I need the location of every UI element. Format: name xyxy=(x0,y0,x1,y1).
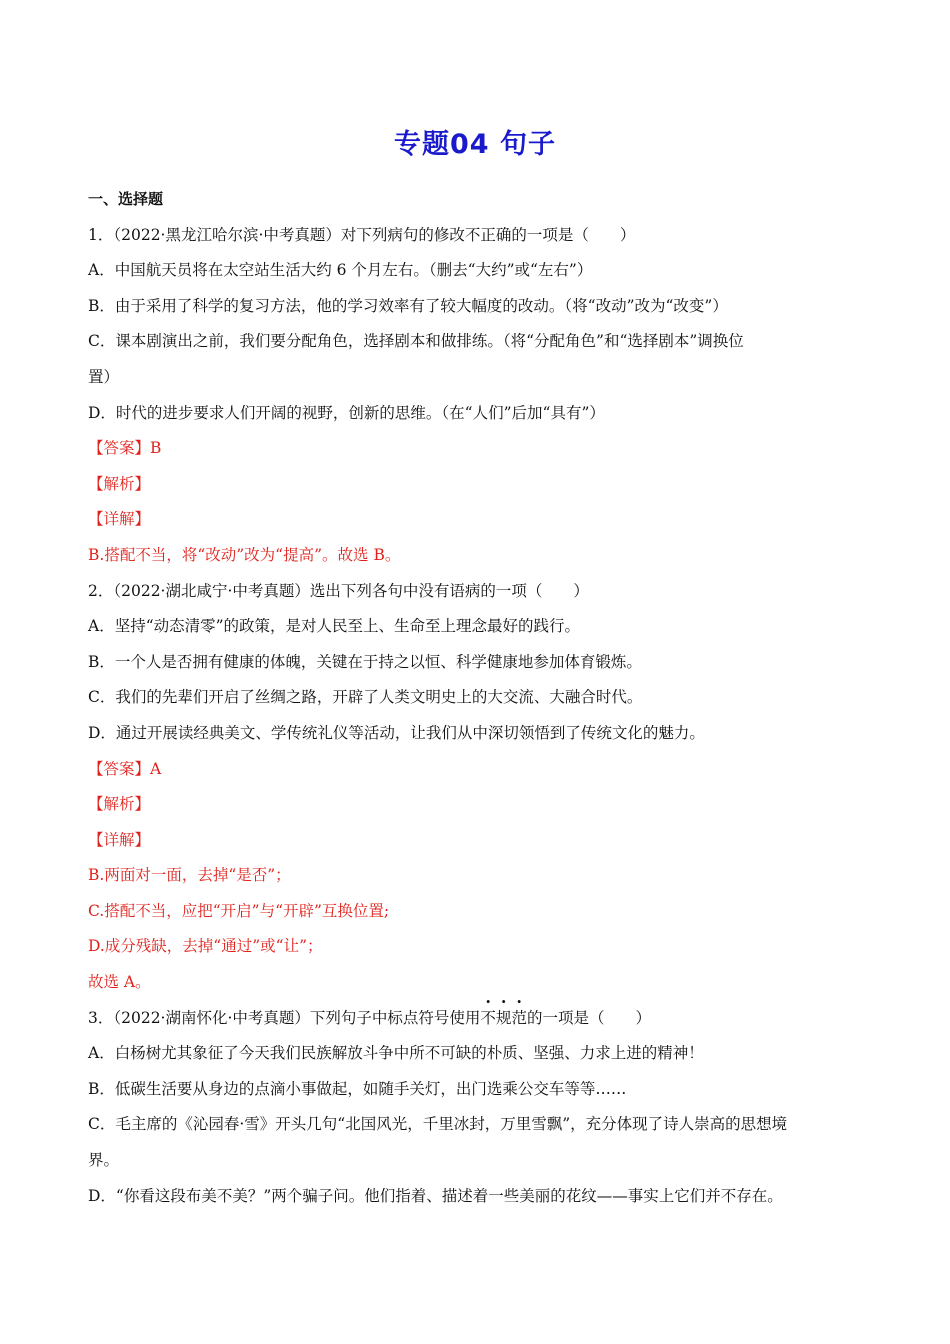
option-c-continued: 置） xyxy=(88,367,120,386)
section-heading: 一、选择题 xyxy=(88,190,164,208)
explanation-text: B.搭配不当，将“改动”改为“提高”。故选 B。 xyxy=(88,545,401,564)
question-stem-text: 3．（2022·湖南怀化·中考真题）下列句子中标点符号使用 xyxy=(88,1008,481,1027)
explanation-text: B.两面对一面，去掉“是否”； xyxy=(88,866,291,885)
option-c: C．我们的先辈们开启了丝绸之路，开辟了人类文明史上的大交流、大融合时代。 xyxy=(88,688,643,707)
question-stem xyxy=(88,1001,868,1037)
answer-label: 【答案】A xyxy=(88,759,162,778)
emphasis-char: 规 xyxy=(495,1008,512,1027)
option-a: A．白杨树尤其象征了今天我们民族解放斗争中所不可缺的朴质、坚强、力求上进的精神！ xyxy=(88,1044,704,1063)
detail-label: 【详解】 xyxy=(88,830,151,849)
option-d: D．通过开展读经典美文、学传统礼仪等活动，让我们从中深切领悟到了传统文化的魅力。 xyxy=(88,723,705,742)
question-1 xyxy=(88,218,868,574)
option-c-continued: 界。 xyxy=(88,1151,120,1170)
explanation-text: D.成分残缺，去掉“通过”或“让”； xyxy=(88,937,323,956)
question-2 xyxy=(88,574,868,1001)
emphasis-char: 不 xyxy=(480,1008,496,1027)
option-a: A．中国航天员将在太空站生活大约 6 个月左右。（删去“大约”或“左右”） xyxy=(88,261,593,280)
option-b: B．由于采用了科学的复习方法，他的学习效率有了较大幅度的改动。（将“改动”改为“改变”） xyxy=(88,296,728,315)
question-3 xyxy=(88,1001,868,1215)
option-c: C．课本剧演出之前，我们要分配角色，选择剧本和做排练。（将“分配角色”和“选择剧本”调换位 xyxy=(88,332,744,351)
option-d: D．时代的进步要求人们开阔的视野，创新的思维。（在“人们”后加“具有”） xyxy=(88,403,605,422)
option-a: A．坚持“动态清零”的政策，是对人民至上、生命至上理念最好的践行。 xyxy=(88,617,581,636)
explanation-text: C.搭配不当，应把“开启”与“开辟”互换位置; xyxy=(88,901,390,920)
option-d: D．“你看这段布美不美？”两个骗子问。他们指着、描述着一些美丽的花纹——事实上它们并不存在。 xyxy=(88,1186,783,1205)
document-body xyxy=(88,182,868,1214)
analysis-label: 【解析】 xyxy=(88,474,151,493)
option-c: C．毛主席的《沁园春·雪》开头几句“北国风光，千里冰封，万里雪飘”，充分体现了诗人崇高的思想境 xyxy=(88,1115,788,1134)
question-stem: 2．（2022·湖北咸宁·中考真题）选出下列各句中没有语病的一项（ ） xyxy=(88,581,589,600)
option-b: B．一个人是否拥有健康的体魄，关键在于持之以恒、科学健康地参加体育锻炼。 xyxy=(88,652,642,671)
question-stem: 1．（2022·黑龙江哈尔滨·中考真题）对下列病句的修改不正确的一项是（ ） xyxy=(88,225,636,244)
analysis-label: 【解析】 xyxy=(88,795,151,814)
page-title: 专题04 句子 xyxy=(394,129,556,160)
question-stem-text: 的一项是（ ） xyxy=(526,1008,651,1027)
detail-label: 【详解】 xyxy=(88,510,151,529)
emphasis-char: 范 xyxy=(511,1008,527,1027)
answer-label: 【答案】B xyxy=(88,439,162,458)
explanation-text: 故选 A。 xyxy=(88,973,151,992)
option-b: B．低碳生活要从身边的点滴小事做起，如随手关灯，出门选乘公交车等等…… xyxy=(88,1079,627,1098)
